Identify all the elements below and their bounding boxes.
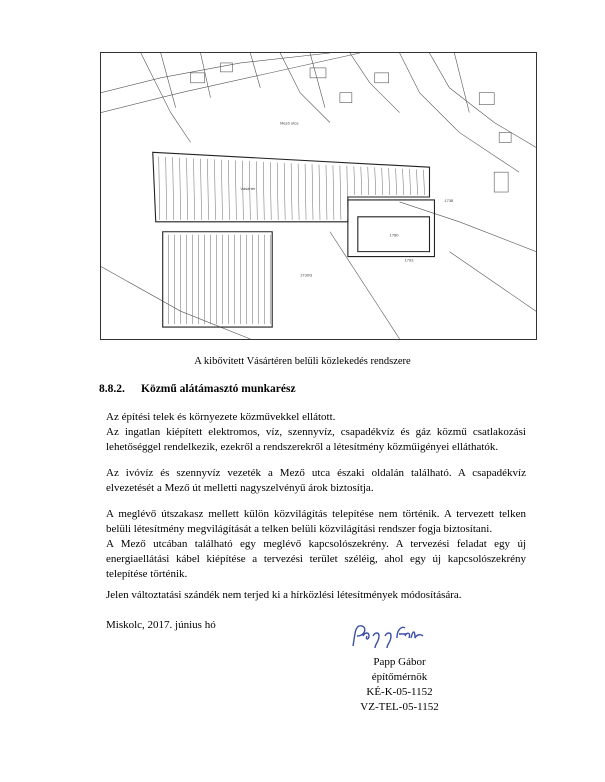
site-plan-drawing	[101, 53, 536, 339]
map-label-5: 1738	[444, 197, 454, 203]
map-label-2: Vásártér	[240, 186, 256, 192]
section-number: 8.8.2.	[99, 383, 125, 395]
paragraph-4	[106, 588, 526, 603]
paragraph-text: A meglévő útszakasz mellett külön közvilágítás telepítése nem történik. A tervezett telken belüli létesítmény megvilágítását a telken belüli közvilágítási rendszer fogja biztosítani.	[106, 508, 526, 535]
signer-name: Papp Gábor	[373, 656, 426, 668]
section-title: Közmű alátámasztó munkarész	[141, 383, 296, 395]
map-label-1: Mező utca	[280, 120, 299, 126]
signature-block	[357, 655, 442, 715]
section-heading	[99, 383, 296, 395]
paragraph-text: Az ingatlan kiépített elektromos, víz, szennyvíz, csapadékvíz és gáz közmű csatlakozási lehetőséggel rendelkezik, ezekről a rendszerekről a létesítmény közműigényei elláthatók.	[106, 426, 526, 453]
paragraph-3	[106, 507, 526, 582]
place-date-text: Miskolc, 2017. június hó	[106, 619, 216, 631]
paragraph-text: Az építési telek és környezete közművekkel ellátott.	[106, 411, 336, 423]
site-plan-map	[100, 52, 537, 340]
figure-caption: A kibővített Vásártéren belüli közlekedés rendszere	[194, 356, 411, 367]
signer-title: építőmérnök	[371, 671, 428, 683]
paragraph-1	[106, 410, 526, 455]
place-date	[106, 618, 526, 633]
paragraph-text: A Mező utcában található egy meglévő kapcsolószekrény. A tervezési feladat egy új energiaellátási kábel kiépítése a tervezési terület széléig, ahol egy új kapcsolószekrény telepítése történik.	[106, 538, 526, 580]
paragraph-text: Az ivóvíz és szennyvíz vezeték a Mező utca északi oldalán található. A csapadékvíz elvezetését a Mező út melletti nagyszelvényű árok biztosítja.	[106, 467, 526, 494]
signer-license-2: VZ-TEL-05-1152	[360, 701, 439, 713]
signer-license-1: KÉ-K-05-1152	[366, 686, 433, 698]
paragraph-2	[106, 466, 526, 496]
map-label-3: 1730/3	[300, 272, 313, 278]
map-label-6: 1793	[404, 257, 414, 263]
map-label-4: 1780	[389, 232, 399, 238]
handwritten-signature	[345, 622, 425, 652]
paragraph-text: Jelen változtatási szándék nem terjed ki a hírközlési létesítmények módosítására.	[106, 589, 462, 601]
